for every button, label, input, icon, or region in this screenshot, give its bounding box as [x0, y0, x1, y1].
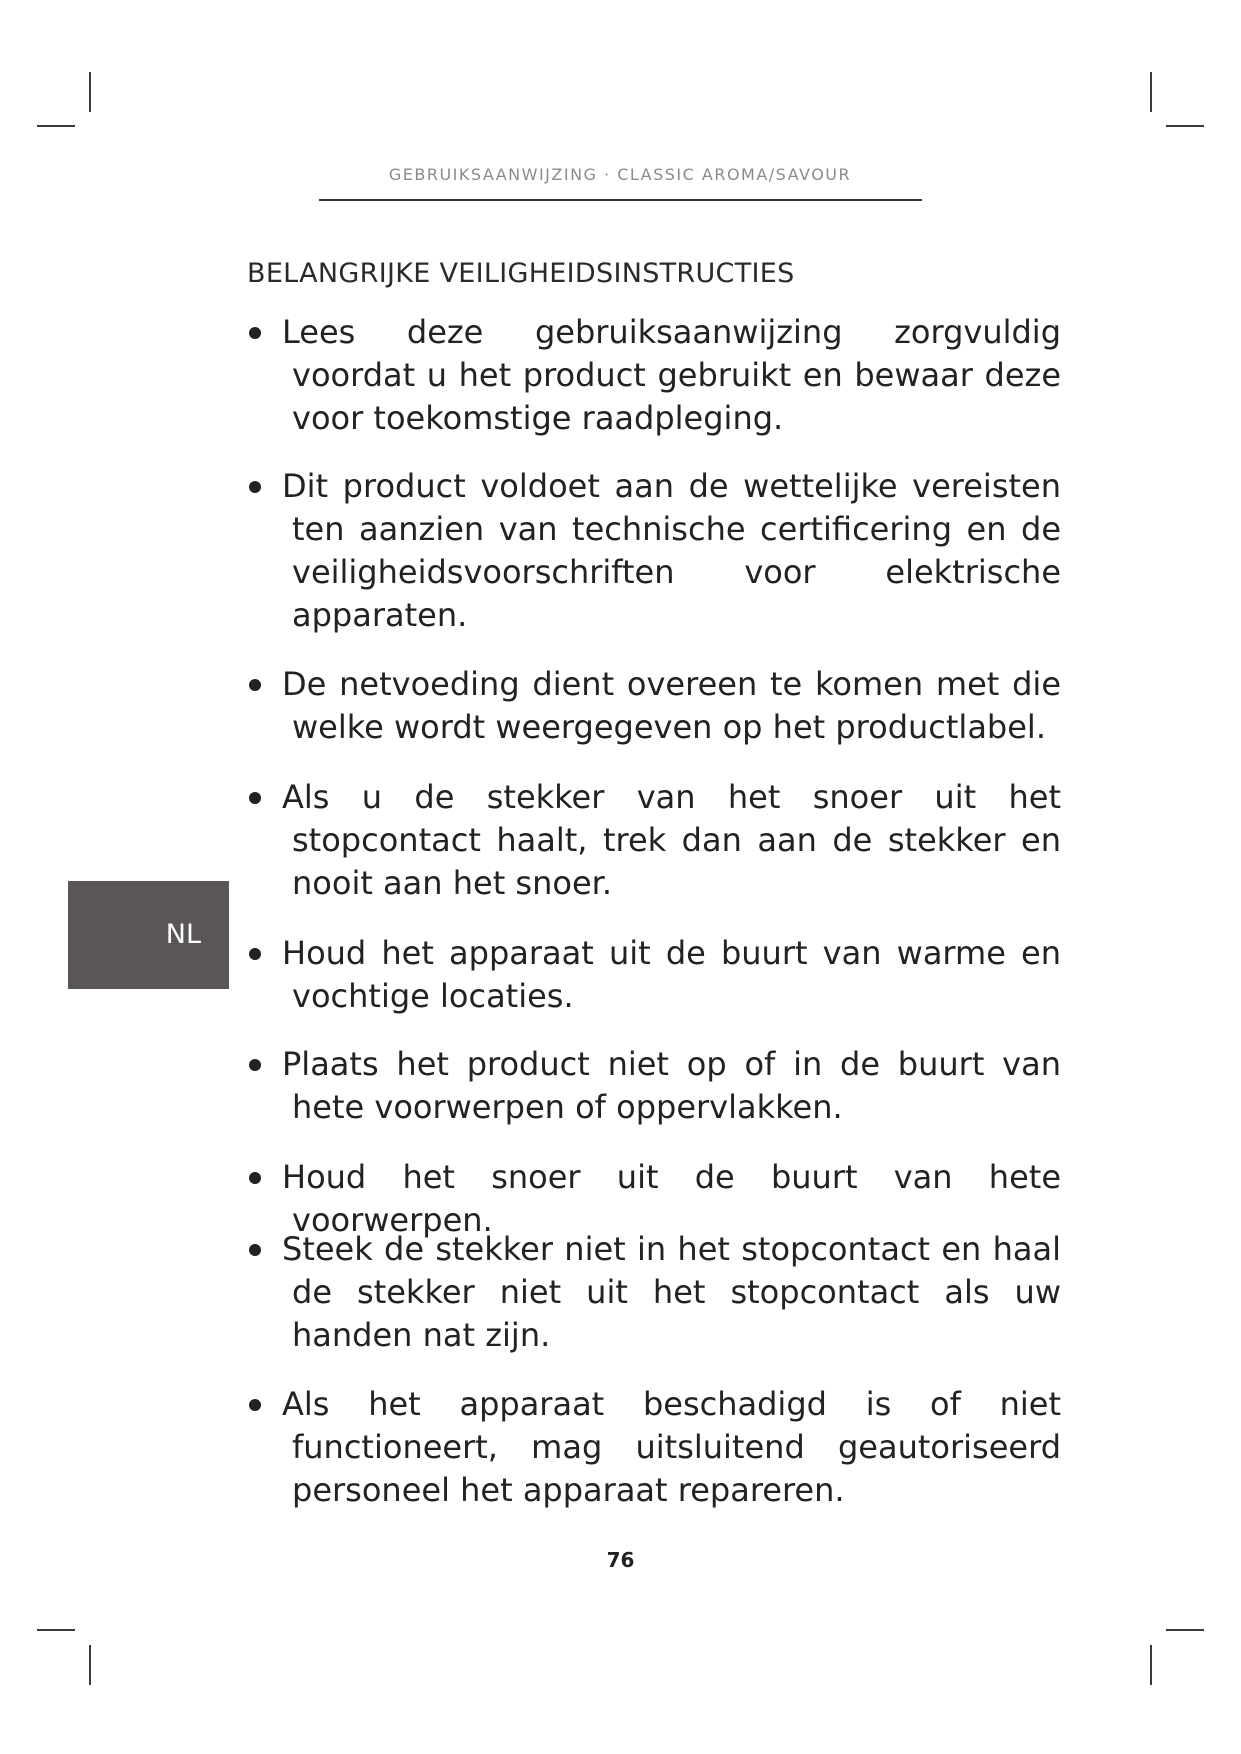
list-item-text: Steek de stekker niet in het stopcontact en haal de stekker niet uit het stopcontact als uw handen nat zijn.: [282, 1230, 1061, 1354]
bullet-icon: [249, 948, 261, 960]
bullet-icon: [249, 792, 261, 804]
list-item: [249, 1228, 1061, 1357]
list-item: [249, 1043, 1061, 1129]
list-item: [249, 776, 1061, 905]
crop-mark-bottom-left-vertical: [89, 1645, 91, 1685]
list-item-text: Als u de stekker van het snoer uit het stopcontact haalt, trek dan aan de stekker en nooit aan het snoer.: [282, 778, 1061, 902]
list-item: [249, 663, 1061, 749]
header-rule: [319, 199, 922, 201]
bullet-icon: [249, 1059, 261, 1071]
section-title: BELANGRIJKE VEILIGHEIDSINSTRUCTIES: [247, 258, 795, 289]
list-item: [249, 932, 1061, 1018]
language-tab: [68, 881, 229, 989]
bullet-icon: [249, 327, 261, 339]
list-item-text: De netvoeding dient overeen te komen met die welke wordt weergegeven op het productlabel.: [282, 665, 1061, 746]
bullet-icon: [249, 1172, 261, 1184]
running-header: GEBRUIKSAANWIJZING · CLASSIC AROMA/SAVOUR: [388, 165, 852, 184]
language-tab-label: NL: [165, 919, 201, 950]
list-item-text: Houd het snoer uit de buurt van hete voorwerpen.: [282, 1158, 1061, 1239]
crop-mark-bottom-right-horizontal: [1166, 1629, 1204, 1631]
crop-mark-bottom-right-vertical: [1150, 1645, 1152, 1685]
list-item-text: Dit product voldoet aan de wettelijke vereisten ten aanzien van technische certificering en de veiligheidsvoorschriften voor elektrische apparaten.: [282, 467, 1061, 634]
list-item: [249, 1383, 1061, 1512]
list-item-text: Lees deze gebruiksaanwijzing zorgvuldig voordat u het product gebruikt en bewaar deze voor toekomstige raadpleging.: [282, 313, 1061, 437]
list-item: [249, 465, 1061, 637]
crop-mark-top-left-vertical: [89, 72, 91, 112]
list-item: [249, 311, 1061, 440]
list-item-text: Plaats het product niet op of in de buurt van hete voorwerpen of oppervlakken.: [282, 1045, 1061, 1126]
bullet-icon: [249, 679, 261, 691]
list-item-text: Houd het apparaat uit de buurt van warme en vochtige locaties.: [282, 934, 1061, 1015]
crop-mark-top-right-horizontal: [1166, 125, 1204, 127]
crop-mark-top-right-vertical: [1150, 72, 1152, 112]
bullet-icon: [249, 481, 261, 493]
bullet-icon: [249, 1399, 261, 1411]
crop-mark-top-left-horizontal: [37, 125, 75, 127]
crop-mark-bottom-left-horizontal: [37, 1629, 75, 1631]
page-number: 76: [606, 1548, 635, 1572]
bullet-icon: [249, 1244, 261, 1256]
list-item-text: Als het apparaat beschadigd is of niet functioneert, mag uitsluitend geautoriseerd personeel het apparaat repareren.: [282, 1385, 1061, 1509]
